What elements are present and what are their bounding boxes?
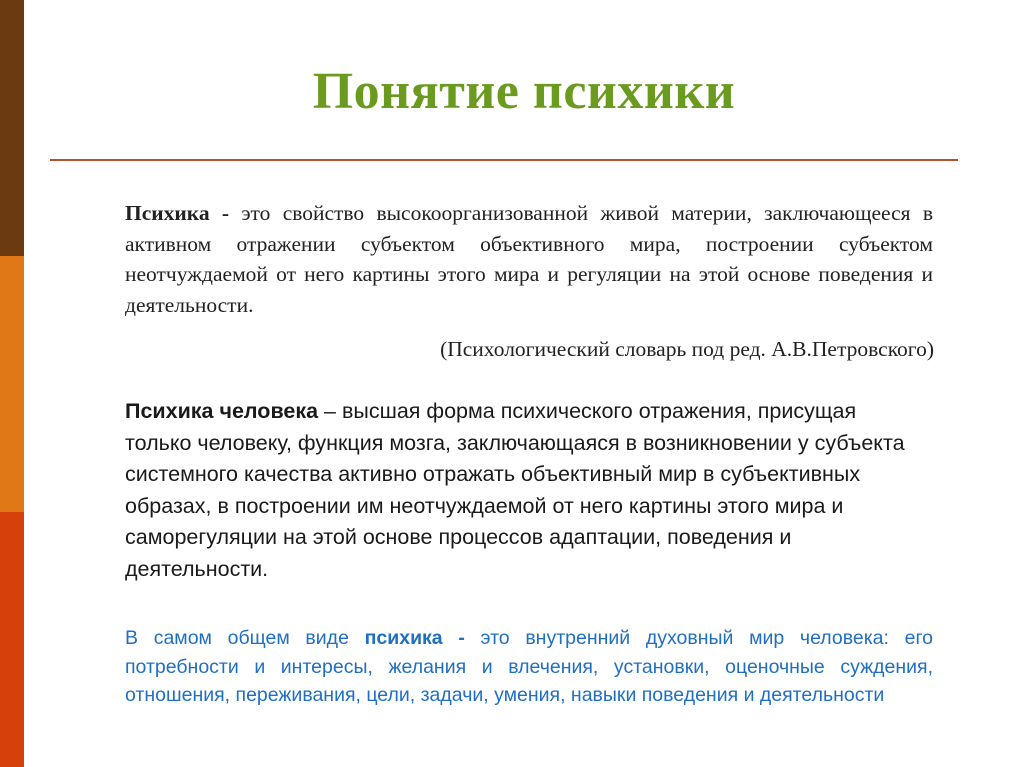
sidebar-stripe-top — [0, 0, 24, 256]
definition-human-psyche-text: – высшая форма психического отражения, присущая только человеку, функция мозга, заключающаяся в возникновении у субъекта системного качества активно отражать объективный мир в субъективных образах, в построении им неотчуждаемой от него картины этого мира и саморегуляции на этой основе процессов адаптации, поведения и деятельности. — [125, 399, 905, 581]
definition-human-psyche-term: Психика человека — [125, 399, 319, 423]
title-divider — [50, 159, 958, 161]
definition-psyche-text: это свойство высокоорганизованной живой материи, заключающееся в активном отражении субъектом объективного мира, построении субъектом неотчуждаемой от него картины этого мира и регуляции на этой основе поведения и деятельности. — [125, 201, 933, 317]
definition-general-prefix: В самом общем виде — [125, 627, 365, 649]
definition-general — [125, 624, 933, 710]
definition-human-psyche — [125, 396, 915, 585]
slide-title: Понятие психики — [312, 63, 736, 120]
definition-psyche — [125, 198, 933, 320]
citation: (Психологический словарь под ред. А.В.Петровского) — [440, 337, 934, 361]
definition-psyche-term: Психика - — [125, 201, 230, 225]
sidebar-stripe-middle — [0, 256, 24, 512]
definition-general-text: это внутренний духовный мир человека: его потребности и интересы, желания и влечения, установки, оценочные суждения, отношения, переживания, цели, задачи, умения, навыки поведения и деятельности — [125, 627, 933, 706]
sidebar-stripe-bottom — [0, 512, 24, 767]
definition-general-term: психика - — [364, 627, 465, 649]
